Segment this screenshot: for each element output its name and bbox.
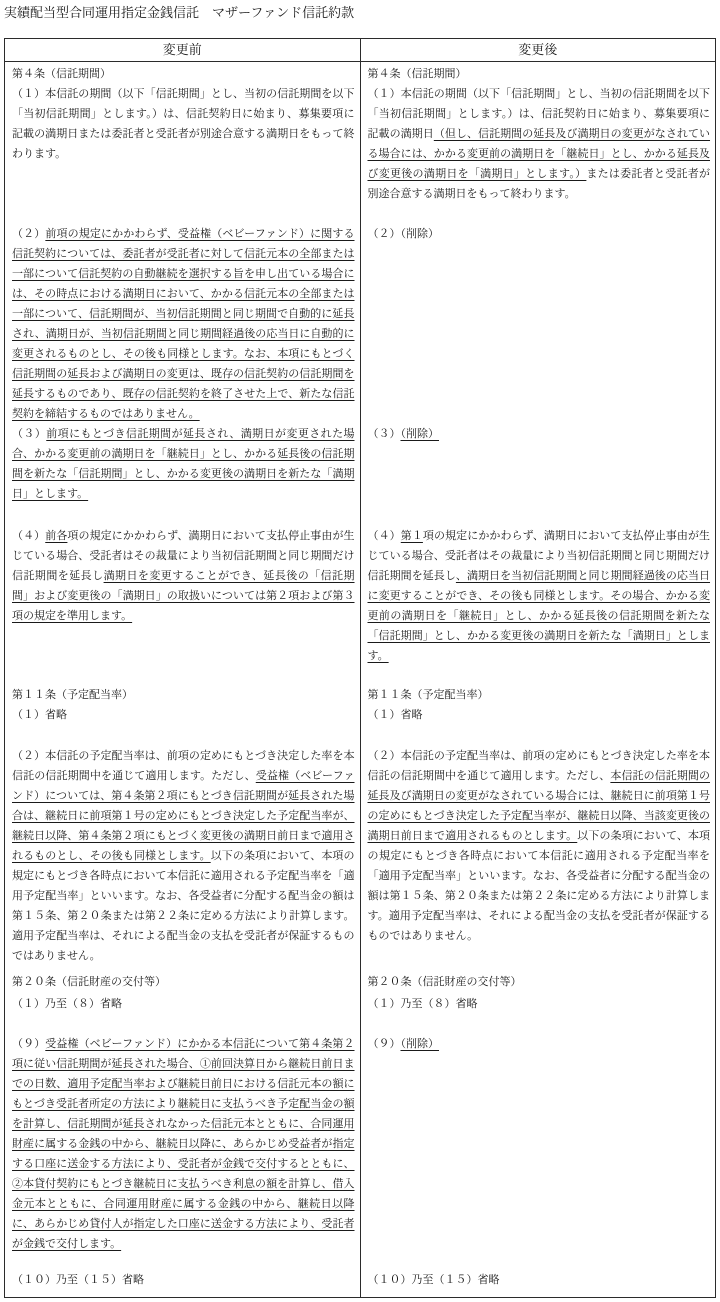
clause-text: （２）（削除） (367, 228, 439, 240)
clause-4-item-3 (368, 424, 711, 444)
clause-20-heading (12, 972, 355, 992)
clause-text: 第４条（信託期間） (12, 68, 111, 80)
clause-11-item-1 (12, 705, 355, 725)
after-column (361, 62, 716, 1297)
clause-text: 以下の条項において、本項の規定にもとづき各時点において本信託に適用される予定配当率を「適用予定配当率」といいます。なお、各受益者に分配する配当金の額は第１５条、第２０条または第２２条に定める方法により計算します。適用予定配当率は、それによる配当金の支払を受託者が保証するものではありません。 (367, 830, 710, 942)
clause-4-heading (12, 64, 355, 84)
clause-text: 第２０条（信託財産の交付等） (367, 976, 522, 988)
clause-text: （９） (12, 1038, 46, 1050)
changed-text: 、満期日を当初信託期間と同じ期間経過後の応当日に変更することができ、その後も同様とします。その場合、かかる変更前の満期日を「継続日」とし、かかる延長後の信託期間を新たな「信託期間」とし、かかる変更後の満期日を新たな「満期日」とします。 (367, 570, 711, 662)
column-header-after: 変更後 (518, 42, 558, 57)
clause-text: （１）省略 (367, 709, 423, 721)
clause-text: （９） (367, 1038, 401, 1050)
changed-text: 前各 (45, 530, 68, 542)
clause-text: （２）本信託の予定配当率は、前項の定めにもとづき決定した率を本信託の信託期間中を通じて適用します。ただし、 (367, 750, 710, 782)
column-header-before: 変更前 (5, 39, 361, 61)
clause-text: （１０）乃至（１５）省略 (12, 1274, 144, 1286)
clause-text: （１）本信託の期間（以下「信託期間」とし、当初の信託期間を以下「当初信託期間」とします。）は、信託契約日に始まり、募集要項に記載の満期日 (367, 88, 710, 140)
before-column (5, 62, 361, 1297)
clause-20-item-10-15 (12, 1270, 355, 1290)
clause-text: 第１１条（予定配当率） (367, 689, 489, 701)
clause-20-item-1-8 (12, 994, 355, 1014)
table-header-row (5, 39, 715, 62)
clause-11-item-1 (368, 705, 711, 725)
clause-text: 項の規定にかかわらず、満期日において支払停止事由が生じている場合、受託者はその裁量により当初信託期間と同じ期間だけ信託期間を延長し (12, 530, 355, 582)
changed-text: 第１ (400, 530, 423, 542)
clause-4-item-2 (12, 224, 355, 424)
page-title: 実績配当型合同運用指定金銭信託 マザーファンド信託約款 (4, 5, 355, 20)
clause-text: 第２０条（信託財産の交付等） (12, 976, 166, 988)
clause-11-heading (12, 685, 355, 705)
clause-text: （１０）乃至（１５）省略 (367, 1274, 500, 1286)
clause-4-item-4 (12, 526, 355, 626)
changed-text: 受益権（ベビーファンド）にかかる本信託について第４条第２項に従い信託期間が延長された場合、①前回決算日から継続日前日までの日数、適用予定配当率および継続日前日における信託元本の額にもとづき受託者所定の方法により継続日に支払うべき予定配当金の額を計算し、信託期間が延長されなかった信託元本とともに、合同運用財産に属する金銭の中から、継続日以降に、あらかじめ受益者が指定する口座に送金する方法により、受託者が金銭で交付するとともに、②本貸付契約にもとづき継続日に支払うべき利息の額を計算し、借入金元本とともに、合同運用財産に属する金銭の中から、継続日以降に、あらかじめ貸付人が指定した口座に送金する方法により、受託者が金銭で交付します。 (12, 1038, 355, 1250)
changed-text: （削除） (400, 428, 439, 440)
changed-text: 満期日を変更することができ、延長後の「信託期間」および変更後の「満期日」の取扱いについては第２項および第３項の規定を準用します。 (12, 570, 355, 622)
clause-11-item-2 (12, 746, 355, 966)
clause-text: 項の規定にかかわらず、満期日において支払停止事由が生じている場合、受託者はその裁量により当初信託期間と同じ期間だけ信託期間を延長し (367, 530, 711, 582)
clause-text: （１）乃至（８）省略 (367, 998, 478, 1010)
clause-text: （１）本信託の期間（以下「信託期間」とし、当初の信託期間を以下「当初信託期間」とします。）は、信託契約日に始まり、募集要項に記載の満期日または委託者と受託者が別途合意する満期日をもって終わります。 (12, 88, 355, 160)
clause-4-item-1 (12, 84, 355, 164)
clause-4-item-3 (12, 424, 355, 504)
clause-text: （１）省略 (12, 709, 67, 721)
clause-4-heading (368, 64, 711, 84)
clause-20-item-1-8 (368, 994, 711, 1014)
clause-11-heading (368, 685, 711, 705)
clause-text: 以下の条項において、本項の規定にもとづき各時点において本信託に適用される予定配当率を「適用予定配当率」といいます。なお、各受益者に分配する配当金の額は第１５条、第２０条または第２２条に定める方法により計算します。適用予定配当率は、それによる配当金の支払を受託者が保証するものではありません。 (12, 850, 355, 962)
clause-text: （２） (12, 228, 46, 240)
clause-text: （２）本信託の予定配当率は、前項の定めにもとづき決定した率を本信託の信託期間中を通じて適用します。ただし、 (12, 750, 355, 782)
clause-text: 第１１条（予定配当率） (12, 689, 133, 701)
clause-text: （３） (12, 428, 47, 440)
clause-20-item-9 (368, 1034, 711, 1054)
changed-text: （但し、信託期間の延長及び満期日の変更がなされている場合には、かかる変更前の満期日を「継続日」とし、かかる延長及び変更後の満期日を「満期日」とします。） (367, 128, 711, 180)
clause-text: 第４条（信託期間） (367, 68, 467, 80)
clause-text: （３） (367, 428, 401, 440)
clause-text: または委託者と受託者が別途合意する満期日をもって終わります。 (367, 168, 710, 200)
clause-20-item-9 (12, 1034, 355, 1254)
table-body-row (5, 62, 715, 1297)
comparison-table (4, 38, 716, 1298)
changed-text: 前項の規定にかかわらず、受益権（ベビーファンド）に関する信託契約については、委託者が受託者に対して信託元本の全部または一部について信託契約の自動継続を選択する旨を申し出ている場合には、その時点における満期日において、かかる信託元本の全部または一部について、信託期間が、当初信託期間と同じ期間で自動的に延長され、満期日が、当初信託期間と同じ期間経過後の応当日に自動的に変更されるものとし、その後も同様とします。なお、本項にもとづく信託期間の延長および満期日の変更は、既存の信託契約の信託期間を延長するものであり、既存の信託契約を終了させた上で、新たな信託契約を締結するものではありません。 (12, 228, 355, 420)
clause-text: （１）乃至（８）省略 (12, 998, 122, 1010)
changed-text: 本信託の信託期間の延長及び満期日の変更がなされている場合には、継続日に前項第１号の定めにもとづき決定した予定配当率が、継続日以降、当該変更後の満期日前日まで適用されるものとします。 (367, 770, 711, 842)
clause-20-heading (368, 972, 711, 992)
changed-text: （削除） (400, 1038, 439, 1050)
clause-4-item-2 (368, 224, 711, 244)
clause-4-item-4 (368, 526, 711, 666)
changed-text: 受益権（ベビーファンド）については、第４条第２項にもとづき信託期間が延長された場合は、継続日に前項第１号の定めにもとづき決定した予定配当率が、継続日以降、第４条第２項にもとづく変更後の満期日前日まで適用されるものとし、その後も同様とします。 (12, 770, 355, 862)
clause-4-item-1 (368, 84, 711, 204)
clause-text: （４） (367, 530, 401, 542)
clause-text: （４） (12, 530, 46, 542)
clause-20-item-10-15 (368, 1270, 711, 1290)
clause-11-item-2 (368, 746, 711, 946)
changed-text: 前項にもとづき信託期間が延長され、満期日が変更された場合、かかる変更前の満期日を「継続日」とし、かかる延長後の信託期間を新たな「信託期間」とし、かかる変更後の満期日を新たな「満期日」とします。 (12, 428, 355, 500)
